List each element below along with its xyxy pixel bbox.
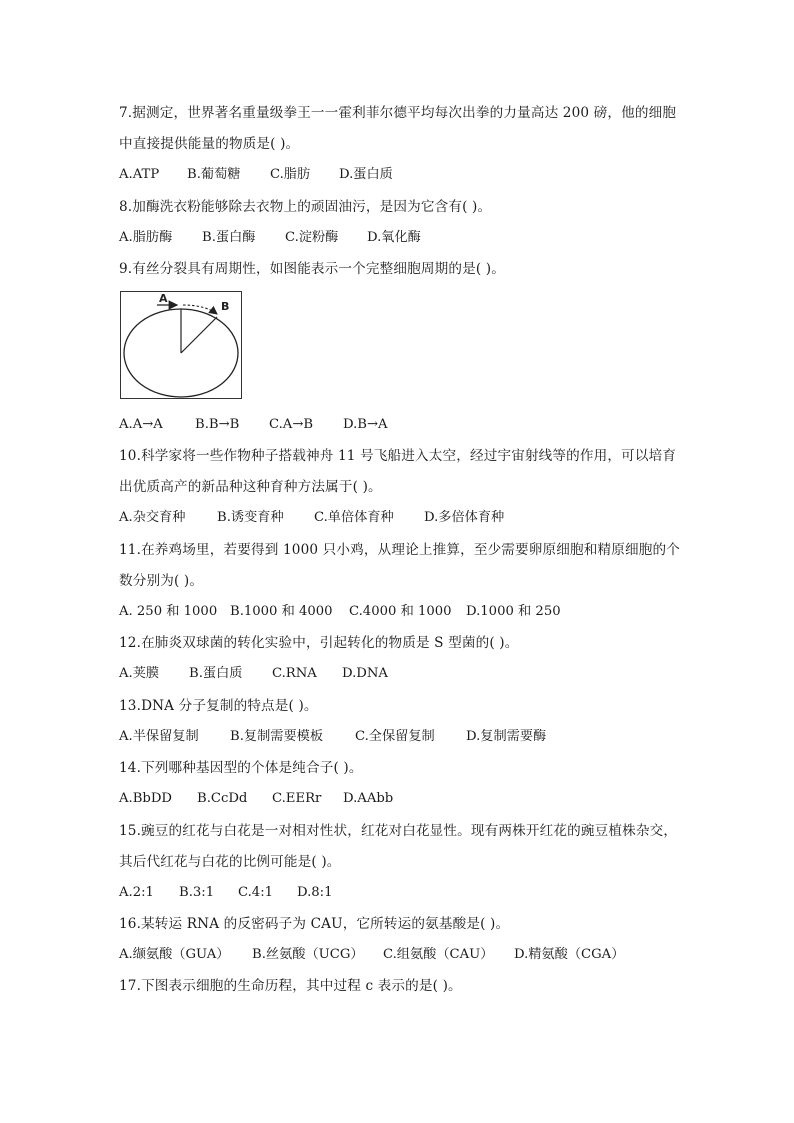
option-d: D.多倍体育种 <box>424 510 505 525</box>
option-b: B.3:1 <box>179 885 215 900</box>
option-b: B.蛋白酶 <box>202 230 256 245</box>
question-15-stem-line-2: 其后代红花与白花的比例可能是( )。 <box>119 854 341 870</box>
option-d: D.B→A <box>343 417 388 432</box>
question-13-stem: 13.DNA 分子复制的特点是( )。 <box>119 698 318 714</box>
question-16-stem: 16.某转运 RNA 的反密码子为 CAU，它所转运的氨基酸是( )。 <box>119 916 510 932</box>
option-d: D.复制需要酶 <box>466 729 547 744</box>
option-d: D.1000 和 250 <box>466 604 561 619</box>
radius-b <box>181 317 217 353</box>
option-c: C.淀粉酶 <box>285 230 339 245</box>
option-b: B.CcDd <box>197 791 248 806</box>
question-11-stem-line-2: 数分别为( )。 <box>119 573 204 589</box>
option-b: B.1000 和 4000 <box>230 604 333 619</box>
option-d: D.蛋白质 <box>339 167 393 182</box>
option-b: B.丝氨酸（UCG） <box>252 947 364 962</box>
question-12-stem: 12.在肺炎双球菌的转化实验中，引起转化的物质是 S 型菌的( )。 <box>119 635 519 651</box>
option-c: C.组氨酸（CAU） <box>383 947 494 962</box>
option-a: A.荚膜 <box>119 666 160 681</box>
question-11-stem-line-1: 11.在养鸡场里，若要得到 1000 只小鸡，从理论上推算，至少需要卵原细胞和精原细胞的个 <box>119 542 680 558</box>
option-c: C.EERr <box>272 791 322 806</box>
option-a: A.ATP <box>119 167 160 182</box>
option-a: A.脂肪酶 <box>119 230 173 245</box>
option-d: D.DNA <box>342 666 388 681</box>
option-d: D.氧化酶 <box>367 230 421 245</box>
option-a: A.缬氨酸（GUA） <box>119 947 230 962</box>
option-a: A. 250 和 1000 <box>119 604 218 619</box>
question-10-stem-line-2: 出优质高产的新品种这种育种方法属于( )。 <box>119 479 382 495</box>
option-d: D.精氨酸（CGA） <box>514 947 625 962</box>
option-b: B.B→B <box>195 417 240 432</box>
question-7-stem-line-2: 中直接提供能量的物质是( )。 <box>119 136 300 152</box>
question-9-stem: 9.有丝分裂具有周期性，如图能表示一个完整细胞周期的是( )。 <box>119 261 505 277</box>
option-c: C.单倍体育种 <box>314 510 394 525</box>
option-c: C.4:1 <box>238 885 274 900</box>
question-8-stem: 8.加酶洗衣粉能够除去衣物上的顽固油污，是因为它含有( )。 <box>119 199 492 215</box>
option-a: A.A→A <box>119 417 163 432</box>
option-a: A.BbDD <box>119 791 172 806</box>
label-b: B <box>221 300 230 313</box>
option-c: C.全保留复制 <box>355 729 435 744</box>
question-17-stem: 17.下图表示细胞的生命历程，其中过程 c 表示的是( )。 <box>119 978 462 994</box>
option-c: C.脂肪 <box>270 167 311 182</box>
question-10-stem-line-1: 10.科学家将一些作物种子搭载神舟 11 号飞船进入太空，经过宇宙射线等的作用，可以培育 <box>119 448 677 464</box>
option-b: B.诱变育种 <box>217 510 284 525</box>
question-14-stem: 14.下列哪种基因型的个体是纯合子( )。 <box>119 760 363 776</box>
question-15-stem-line-1: 15.豌豆的红花与白花是一对相对性状，红花对白花显性。现有两株开红花的豌豆植株杂交， <box>119 823 678 839</box>
option-c: C.RNA <box>272 666 317 681</box>
option-d: D.8:1 <box>297 885 333 900</box>
option-a: A.杂交育种 <box>119 510 186 525</box>
option-b: B.葡萄糖 <box>187 167 241 182</box>
option-a: A.半保留复制 <box>119 729 199 744</box>
option-b: B.蛋白质 <box>189 666 243 681</box>
label-a: A <box>159 292 168 305</box>
option-b: B.复制需要模板 <box>230 729 324 744</box>
option-a: A.2:1 <box>119 885 154 900</box>
option-c: C.4000 和 1000 <box>349 604 452 619</box>
cell-cycle-diagram <box>120 291 242 399</box>
option-d: D.AAbb <box>343 791 394 806</box>
option-c: C.A→B <box>269 417 314 432</box>
question-7-stem-line-1: 7.据测定，世界著名重量级拳王一一霍利菲尔德平均每次出拳的力量高达 200 磅，他的细胞 <box>119 105 677 121</box>
